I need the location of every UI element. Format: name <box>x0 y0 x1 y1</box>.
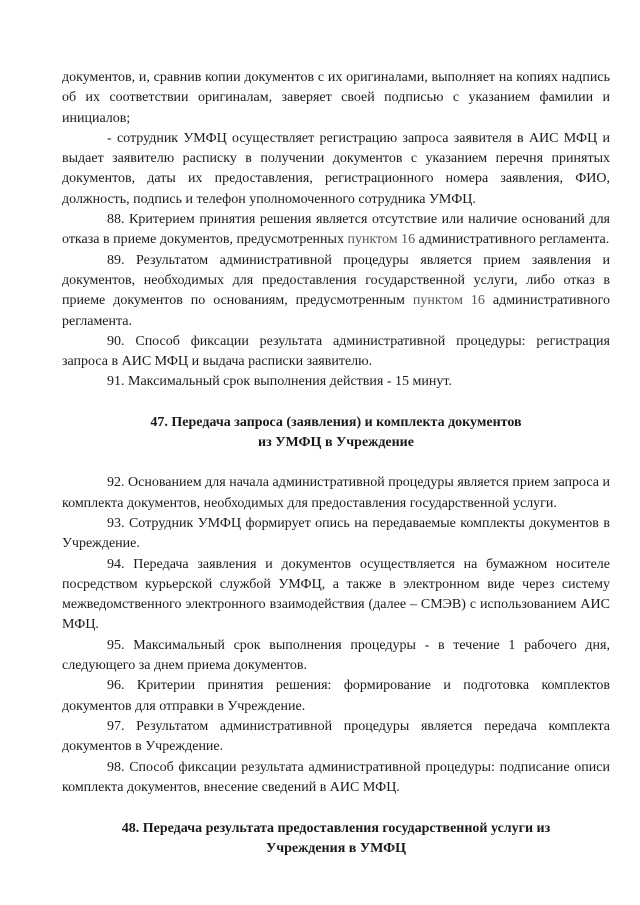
paragraph-88-text: 88. Критерием принятия решения является отсутствие или наличие оснований для отказа в приеме документов, предусмотренных <box>62 212 610 248</box>
paragraph-registration: - сотрудник УМФЦ осуществляет регистрацию запроса заявителя в АИС МФЦ и выдает заявителю расписку в получении документов с указанием перечня принятых документов, даты их предоставления, регистрационного номера заявления, ФИО, должность, подпись и телефон уполномоченного сотрудника УМФЦ. <box>62 130 610 207</box>
paragraph-88-ref[interactable]: пунктом 16 <box>347 232 416 248</box>
paragraph-93: 93. Сотрудник УМФЦ формирует опись на передаваемые комплекты документов в Учреждение. <box>62 515 610 552</box>
paragraph-89-ref[interactable]: пунктом 16 <box>412 293 485 309</box>
paragraph-88-tail: административного регламента. <box>415 232 610 248</box>
section-heading-48-line1: 48. Передача результата предоставления государственной услуги из <box>121 821 551 837</box>
paragraph-92: 92. Основанием для начала административной процедуры является прием запроса и комплекта документов, необходимых для предоставления государственной услуги. <box>62 475 610 511</box>
document-page <box>62 68 610 860</box>
paragraph-continuation: документов, и, сравнив копии документов с их оригиналами, выполняет на копиях надпись об их соответствии оригиналам, заверяет своей подписью с указанием фамилии и инициалов; <box>62 70 610 126</box>
paragraph-88 <box>62 210 610 251</box>
section-heading-47-line2: из УМФЦ в Учреждение <box>258 435 414 451</box>
paragraph-97: 97. Результатом административной процедуры является передача комплекта документов в Учреждение. <box>62 718 610 755</box>
section-heading-47 <box>62 413 610 454</box>
paragraph-89 <box>62 251 610 332</box>
paragraph-94: 94. Передача заявления и документов осуществляется на бумажном носителе посредством курьерской службой УМФЦ, а также в электронном виде через систему межведомственного электронного взаимодействия (далее – СМЭВ) с использованием АИС МФЦ. <box>62 556 610 633</box>
paragraph-91: 91. Максимальный срок выполнения действия - 15 минут. <box>107 374 452 390</box>
section-heading-47-line1: 47. Передача запроса (заявления) и комплекта документов <box>150 414 522 430</box>
paragraph-90: 90. Способ фиксации результата административной процедуры: регистрация запроса в АИС МФЦ и выдача расписки заявителю. <box>62 333 610 370</box>
paragraph-95: 95. Максимальный срок выполнения процедуры - в течение 1 рабочего дня, следующего за днем приема документов. <box>62 637 610 674</box>
section-heading-48-line2: Учреждения в УМФЦ <box>265 841 407 857</box>
section-heading-48 <box>62 819 610 860</box>
paragraph-98: 98. Способ фиксации результата административной процедуры: подписание описи комплекта документов, внесение сведений в АИС МФЦ. <box>62 759 610 795</box>
paragraph-89-text: 89. Результатом административной процедуры является прием заявления и документов, необходимых для предоставления государственной услуги, либо отказ в приеме документов по основаниям, предусмотренным <box>62 252 610 309</box>
paragraph-89-tail: административного регламента. <box>62 293 610 329</box>
paragraph-96: 96. Критерии принятия решения: формирование и подготовка комплектов документов для отправки в Учреждение. <box>62 678 610 714</box>
